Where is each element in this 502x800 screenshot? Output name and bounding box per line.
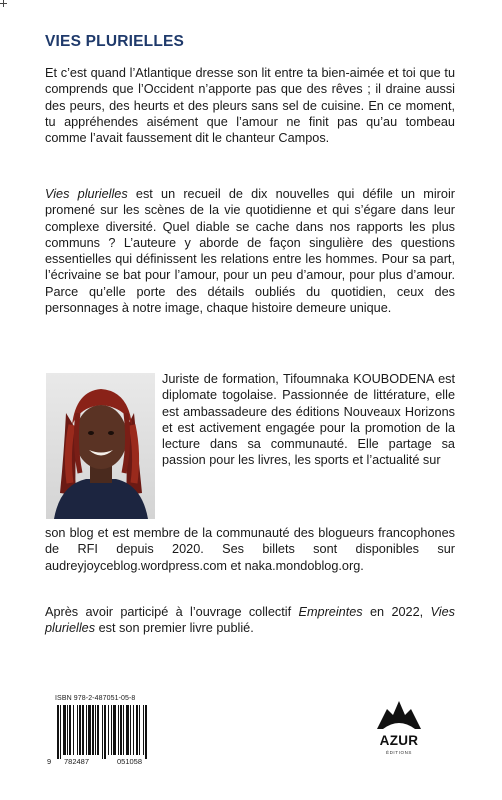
barcode-bars [57, 705, 165, 759]
author-bio-continued: son blog et est membre de la communauté des blogueurs francophones de RFI depuis 2020. Ses billets sont disponibles sur audreyjoyceblog.wordpress.com et naka.mondoblog.org. [45, 526, 455, 573]
author-photo [46, 373, 155, 519]
barcode-left-group: 782487 [64, 757, 90, 766]
book-title: VIES PLURIELLES [45, 33, 185, 50]
isbn-barcode [47, 695, 169, 767]
crop-mark-icon [0, 0, 8, 8]
barcode-first-digit: 9 [47, 757, 52, 766]
publisher-subtitle: ÉDITIONS [385, 750, 413, 755]
author-bio-beside-photo: Juriste de formation, Tifoumnaka KOUBODENA est diplomate togolaise. Passionnée de littérature, elle est ambassadeure des éditions Nouveaux Horizons et est activement engagée pour la promotion de la lecture dans sa communauté. Elle partage sa passion pour les livres, les sports et l’actualité sur [162, 372, 455, 468]
blurb-paragraph-2 [45, 186, 455, 316]
collective-work-title: Empreintes [298, 605, 363, 619]
book-title-italic: Vies plurielles [45, 187, 128, 201]
barcode-right-group: 051058 [117, 757, 143, 766]
publisher-name: AZUR [379, 733, 419, 748]
book-title-italic-2: Vies plurielles [45, 605, 455, 636]
closing-paragraph: Après avoir participé à l’ouvrage collectif Empreintes en 2022, Vies plurielles est son premier livre publié. [45, 605, 455, 636]
blurb-paragraph-2-text: est un recueil de dix nouvelles qui défile un miroir promené sur les scènes de la vie quotidienne et qui s’égare dans leur complexe diversité. Quel diable se cache dans nos rapports les plus communs ? L’auteure y aborde de façon singulière des questions essentielles qui définissent les relations entre les hommes. Pour sa part, l’écrivaine se bat pour l’amour, pour un peu d’amour, pour plus d’amour. Parce qu’elle porte des détails oubliés du quotidien, ceux des personnages à notre image, chaque histoire demeure unique. [45, 187, 456, 316]
isbn-label: ISBN 978-2-487051-05-8 [55, 695, 136, 702]
blurb-paragraph-1: Et c’est quand l’Atlantique dresse son lit entre ta bien-aimée et toi que tu comprends que l’Occident n’apporte pas que des rêves ; il draine aussi des peurs, des heurts et des pleurs sans sel de cuisine. En ce moment, tu appréhendes aisément que l’amour ne finit pas qu’au tombeau comme l’avait faussement dit le chanteur Campos. [45, 66, 455, 146]
